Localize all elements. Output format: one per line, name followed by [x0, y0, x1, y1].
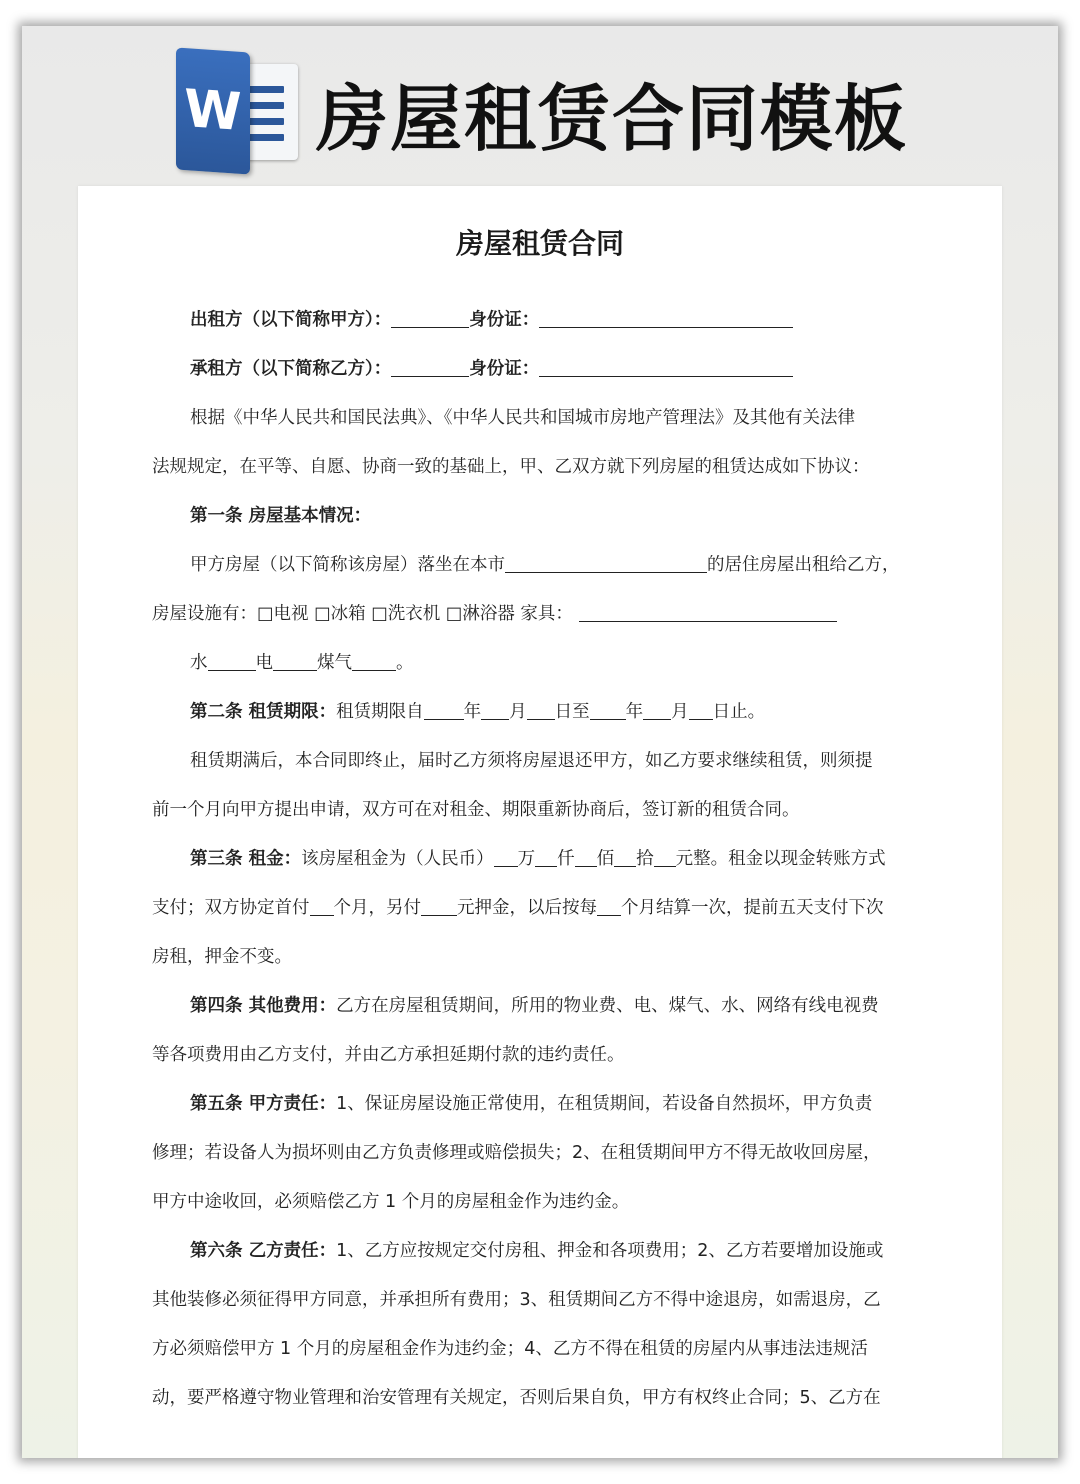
furniture-blank [579, 603, 837, 622]
period: 。 [396, 653, 414, 673]
article-5-text: 1、保证房屋设施正常使用，在租赁期间，若设备自然损坏，甲方负责 [336, 1094, 873, 1114]
article-5-line-3: 甲方中途收回，必须赔偿乙方 1 个月的房屋租金作为违约金。 [152, 1192, 630, 1212]
article-3-line-1 [152, 847, 980, 871]
lessor-id-blank [539, 309, 793, 328]
article-1-line-2 [152, 602, 942, 626]
year-label: 年 [625, 702, 644, 722]
day-to-label: 日至 [554, 702, 590, 722]
article-2-text: 租赁期限自 [336, 702, 424, 722]
lessee-id-blank [539, 358, 793, 377]
article-3-text: 元整。租金以现金转账方式 [675, 849, 886, 869]
article-1-line-3 [152, 651, 980, 675]
water-blank [208, 652, 256, 671]
year-label: 年 [463, 702, 482, 722]
deposit-blank [421, 897, 457, 916]
start-month-blank [481, 701, 509, 720]
article-1-line-1 [152, 553, 980, 577]
poster-title: 房屋租赁合同模板 [316, 77, 909, 161]
article-3-text: 元押金，以后按每 [457, 898, 597, 918]
electricity-label: 电 [255, 653, 273, 673]
article-1-text: 的居住房屋出租给乙方， [707, 555, 900, 575]
end-month-blank [643, 701, 671, 720]
article-5-line-1 [152, 1092, 980, 1116]
water-label: 水 [190, 653, 208, 673]
yuan-blank [654, 848, 676, 867]
preamble-line-1: 根据《中华人民共和国民法典》、《中华人民共和国城市房地产管理法》及其他有关法律 [190, 408, 855, 428]
article-2-line-3: 前一个月向甲方提出申请，双方可在对租金、期限重新协商后，签订新的租赁合同。 [152, 800, 800, 820]
word-icon-badge: W [176, 47, 250, 174]
article-6-line-4: 动，要严格遵守物业管理和治安管理有关规定，否则后果自负，甲方有权终止合同；5、乙方在 [152, 1388, 881, 1408]
article-6-line-3: 方必须赔偿甲方 1 个月的房屋租金作为违约金；4、乙方不得在租赁的房屋内从事违法违规活 [152, 1339, 868, 1359]
electricity-blank [273, 652, 317, 671]
facilities-text: 房屋设施有：□电视 □冰箱 □洗衣机 □淋浴器 家具： [152, 604, 573, 624]
id-label: 身份证： [469, 359, 540, 379]
qian-blank [535, 848, 557, 867]
cycle-months-blank [597, 897, 621, 916]
address-blank [505, 554, 707, 573]
lessee-label: 承租方（以下简称乙方）： [190, 359, 392, 379]
wan-blank [494, 848, 518, 867]
id-label: 身份证： [469, 310, 540, 330]
article-6-line-1 [152, 1239, 980, 1263]
shi-blank [614, 848, 636, 867]
gas-blank [352, 652, 396, 671]
document-page [78, 186, 1002, 1458]
article-5-title: 第五条 甲方责任： [190, 1094, 337, 1114]
article-6-text: 1、乙方应按规定交付房租、押金和各项费用；2、乙方若要增加设施或 [336, 1241, 884, 1261]
article-3-text: 支付；双方协定首付 [152, 898, 310, 918]
article-2-line-1 [152, 700, 980, 724]
article-2-line-2: 租赁期满后，本合同即终止，届时乙方须将房屋退还甲方，如乙方要求继续租赁，则须提 [190, 751, 873, 771]
poster-frame [22, 26, 1058, 1458]
start-day-blank [527, 701, 555, 720]
article-1-title: 第一条 房屋基本情况： [190, 506, 372, 526]
article-2-title: 第二条 租赁期限： [190, 702, 337, 722]
month-label: 月 [671, 702, 689, 722]
article-4-title: 第四条 其他费用： [190, 996, 337, 1016]
article-3-title: 第三条 租金： [190, 849, 302, 869]
lessor-line [152, 308, 980, 332]
day-end-label: 日止。 [712, 702, 766, 722]
lessor-name-blank [391, 309, 469, 328]
article-3-text: 个月结算一次，提前五天支付下次 [621, 898, 884, 918]
wan-label: 万 [517, 849, 536, 869]
article-4-line-2: 等各项费用由乙方支付，并由乙方承担延期付款的违约责任。 [152, 1045, 625, 1065]
article-6-line-2: 其他装修必须征得甲方同意，并承担所有费用；3、租赁期间乙方不得中途退房，如需退房，乙 [152, 1290, 881, 1310]
lessee-line [152, 357, 980, 381]
preamble-line-2: 法规规定，在平等、自愿、协商一致的基础上，甲、乙双方就下列房屋的租赁达成如下协议： [152, 457, 870, 477]
first-months-blank [310, 897, 334, 916]
end-day-blank [689, 701, 713, 720]
word-document-icon [172, 50, 302, 176]
document-title: 房屋租赁合同 [455, 227, 624, 260]
start-year-blank [424, 701, 464, 720]
end-year-blank [590, 701, 626, 720]
article-5-line-2: 修理；若设备人为损坏则由乙方负责修理或赔偿损失；2、在租赁期间甲方不得无故收回房屋， [152, 1143, 881, 1163]
article-3-text: 个月，另付 [333, 898, 421, 918]
lessor-label: 出租方（以下简称甲方）： [190, 310, 392, 330]
lessee-name-blank [391, 358, 469, 377]
gas-label: 煤气 [317, 653, 352, 673]
shi-label: 拾 [636, 849, 654, 869]
article-3-line-3: 房租，押金不变。 [152, 947, 292, 967]
header [172, 48, 908, 178]
article-4-text: 乙方在房屋租赁期间，所用的物业费、电、煤气、水、网络有线电视费 [336, 996, 879, 1016]
article-3-text: 该房屋租金为（人民币） [301, 849, 494, 869]
article-1-text: 甲方房屋（以下简称该房屋）落坐在本市 [190, 555, 505, 575]
bai-blank [575, 848, 597, 867]
month-label: 月 [509, 702, 527, 722]
article-6-title: 第六条 乙方责任： [190, 1241, 337, 1261]
article-4-line-1 [152, 994, 980, 1018]
article-3-line-2 [152, 896, 942, 920]
qian-label: 仟 [557, 849, 575, 869]
bai-label: 佰 [596, 849, 615, 869]
